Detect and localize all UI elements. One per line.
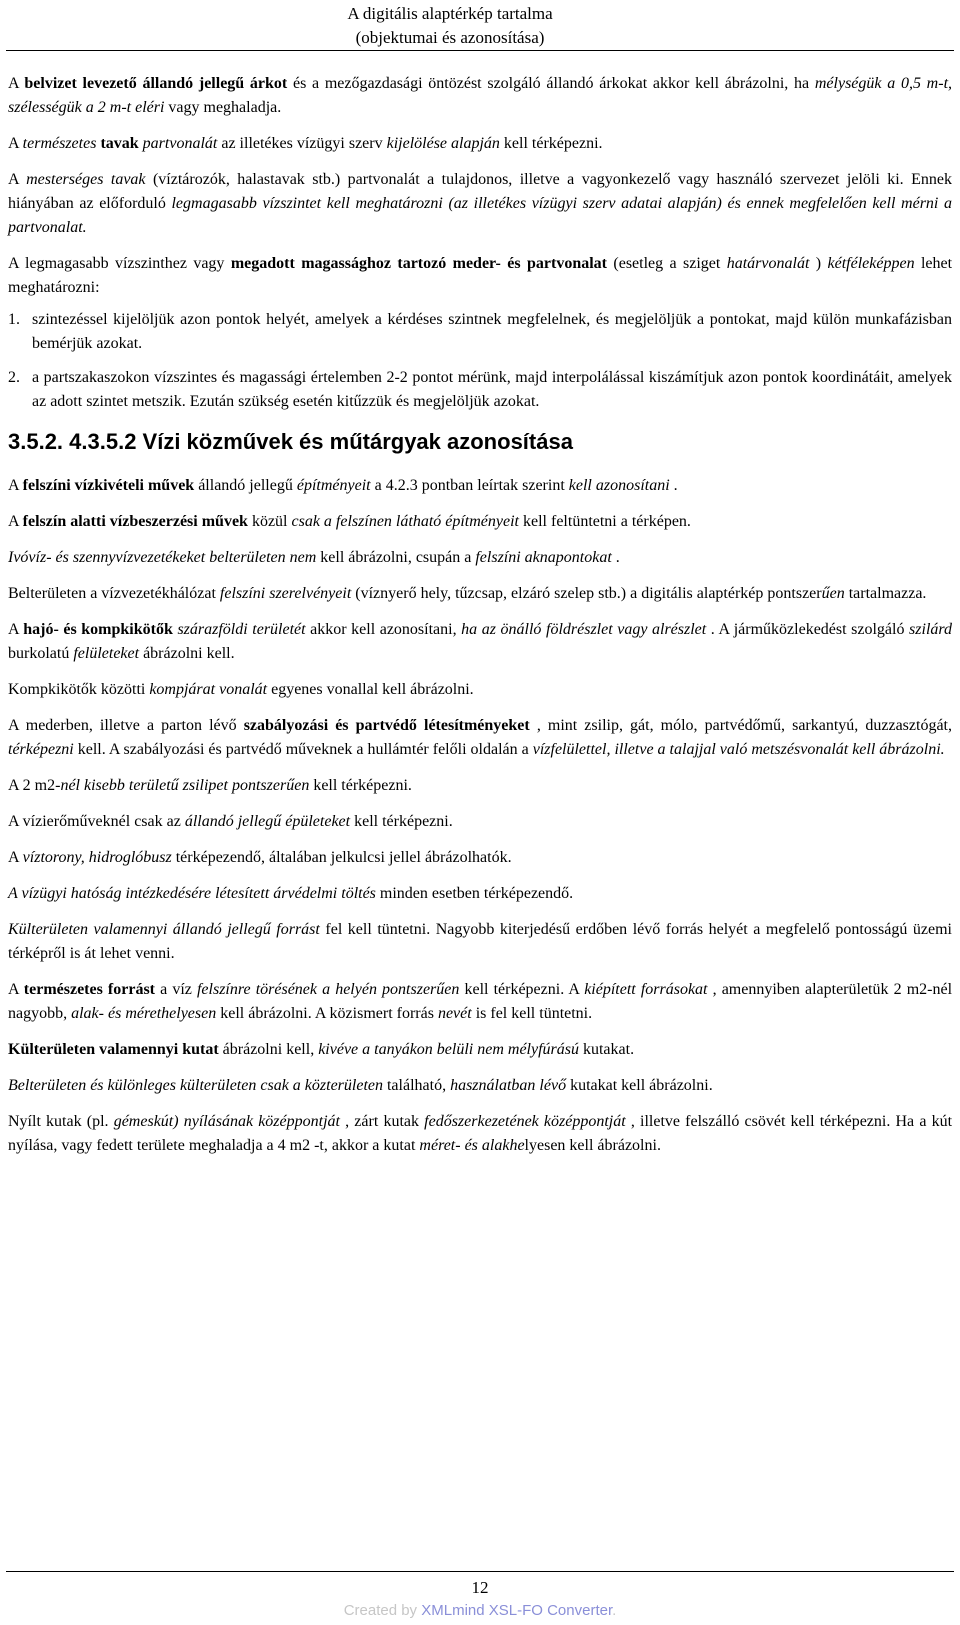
text-run: A (8, 981, 24, 998)
italic-run: Belterületen és különleges külterületen (8, 1077, 257, 1094)
text-run: kell. A szabályozási és partvédő műveknek a hullámtér felőli oldalán a (73, 741, 533, 758)
text-run: (víznyerő hely, tűzcsap, elzáró szelep stb.) a digitális alaptérkép pontszer (351, 585, 822, 602)
paragraph-felszin-alatti (8, 510, 952, 534)
bold-run: hajó- és kompkikötők (23, 621, 173, 638)
text-run: lyesen (524, 1137, 566, 1154)
paragraph-belvizet (8, 72, 952, 120)
italic-run: űen (821, 585, 845, 602)
paragraph-zsilip (8, 774, 952, 798)
italic-run: csak a felszínen látható építményeit (291, 513, 519, 530)
paragraph-viztorony (8, 846, 952, 870)
text-run: a 4.2.3 pontban leírtak szerint (370, 477, 569, 494)
paragraph-termeszetes-tavak (8, 132, 952, 156)
paragraph-legmagasabb-vizszint (8, 252, 952, 300)
bold-run: megadott magassághoz tartozó meder- és partvonalat (230, 255, 607, 272)
header-subtitle: (objektumai és azonosítása) (355, 28, 545, 47)
watermark-brand-link[interactable]: XMLmind XSL-FO Converter (421, 1602, 613, 1619)
italic-run: állandó jellegű épületeket (184, 813, 351, 830)
text-run: (víztározók, halastavak stb.) partvonalát a tulajdonos, illetve a vagyonkezelő vagy használó szervezet jelöli ki. Ennek hiányában az előforduló (8, 171, 952, 212)
italic-run: mesterséges tavak (26, 171, 146, 188)
paragraph-vizieromuvek (8, 810, 952, 834)
page-body (8, 72, 952, 1170)
text-run: A (8, 135, 23, 152)
bold-run: felszín alatti vízbeszerzési művek (22, 513, 248, 530)
text-run: kell ábrázolni. (565, 1137, 661, 1154)
text-run: , amennyiben alapterületük 2 m2-nél nagyobb, (8, 981, 953, 1022)
text-run: , illetve felszálló csövét kell térképezni. Ha a kút nyílása, vagy fedett területe meghaladja a 4 m2 -t, akkor a kutat (8, 1113, 953, 1154)
italic-run: szilárd (909, 621, 953, 638)
paragraph-ivoviz (8, 546, 952, 570)
header-title: A digitális alaptérkép tartalma (347, 4, 553, 23)
italic-run: kompjárat vonalát (149, 681, 268, 698)
italic-run: gémeskút) nyílásának középpontját (113, 1113, 340, 1130)
text-run: kell térképezni. (350, 813, 453, 830)
text-run: vagy meghaladja. (164, 99, 282, 116)
italic-run: csak a közterületen (260, 1077, 383, 1094)
text-run: A (8, 849, 23, 866)
italic-run: kell azonosítani (568, 477, 670, 494)
text-run: akkor kell azonosítani, (305, 621, 462, 638)
italic-run: határvonalát (726, 255, 810, 272)
text-run: egyenes vonallal kell ábrázolni. (267, 681, 474, 698)
paragraph-kulteruleti-forras (8, 918, 952, 966)
italic-run: legmagasabb vízszintet kell meghatározni (az illetékes vízügyi szerv adatai alapján) és ennek megfelelően kell mérni a partvonalat. (8, 195, 952, 236)
paragraph-vizvezetekhalozat (8, 582, 952, 606)
watermark-suffix: . (612, 1602, 617, 1619)
italic-run: kivéve a tanyákon belüli nem mélyfúrású (318, 1041, 579, 1058)
italic-run: víztorony, hidroglóbusz (22, 849, 172, 866)
text-run: és a mezőgazdasági öntözést szolgáló állandó árkokat akkor kell ábrázolni, ha (287, 75, 815, 92)
text-run: térképezendő, általában jelkulcsi jellel ábrázolhatók. (171, 849, 512, 866)
text-run: az illetékes vízügyi szerv (217, 135, 387, 152)
text-run: kell ábrázolni. A közismert forrás (216, 1005, 438, 1022)
italic-run: természetes (22, 135, 97, 152)
italic-run: Külterületen valamennyi (8, 921, 168, 938)
paragraph-kulteruleti-kutak (8, 1038, 952, 1062)
text-run: A legmagasabb vízszinthez vagy (8, 255, 231, 272)
text-run: tartalmazza. (844, 585, 927, 602)
italic-run: kétféleképpen (827, 255, 915, 272)
text-run: A vízierőműveknél csak az (8, 813, 185, 830)
text-run: is fel kell tüntetni. (471, 1005, 593, 1022)
italic-run: állandó jellegű forrást (172, 921, 320, 938)
section-heading: 3.5.2. 4.3.5.2 Vízi közművek és műtárgyak azonosítása (8, 429, 573, 454)
method-list (8, 308, 952, 414)
list-item (8, 308, 952, 356)
paragraph-termeszetes-forras (8, 978, 952, 1026)
text-run: kutakat. (578, 1041, 635, 1058)
paragraph-nyilt-kutak (8, 1110, 952, 1158)
paragraph-felszini-vizkiveteli (8, 474, 952, 498)
italic-run: vízfelülettel, illetve a talajjal való metszésvonalát kell ábrázolni. (532, 741, 945, 758)
text-run: . (611, 549, 620, 566)
text-run: ábrázolni kell. (139, 645, 235, 662)
text-run: burkolatú (8, 645, 74, 662)
text-run: kell ábrázolni, csupán a (316, 549, 476, 566)
text-run: állandó jellegű (194, 477, 297, 494)
italic-run: nél kisebb területű zsilipet (60, 777, 228, 794)
text-run: A (8, 75, 25, 92)
italic-run: fedőszerkezetének középpontját (424, 1113, 626, 1130)
italic-run: alak- és mérethelyesen (71, 1005, 217, 1022)
header-divider (6, 50, 954, 51)
text-run: A (8, 171, 27, 188)
italic-run: térképezni (8, 741, 74, 758)
paragraph-szabalyozasi (8, 714, 952, 762)
text-run: ábrázolni kell, (218, 1041, 319, 1058)
list-text: a partszakaszokon vízszintes és magassági értelemben 2-2 pontot mérünk, majd interpolálással kiszámítjuk azon pontok koordinátáit, amelyek az adott szintet metszik. Ezután szükség esetén kitűzzük és megjelöljük azokat. (32, 369, 952, 410)
text-run: Kompkikötők közötti (8, 681, 150, 698)
list-number: 1. (8, 311, 20, 328)
text-run: kell térképezni. (309, 777, 412, 794)
bold-run: belvizet levezető állandó jellegű árkot (24, 75, 288, 92)
italic-run: mélységük a 0,5 m-t, szélességük a 2 m-t eléri (8, 75, 953, 116)
italic-run: felületeket (73, 645, 140, 662)
list-text: szintezéssel kijelöljük azon pontok helyét, amelyek a kérdéses szintnek megfelelnek, és megjelöljük a pontokat, majd külön munkafázisban bemérjük azokat. (32, 311, 952, 352)
paragraph-kompjarat (8, 678, 952, 702)
italic-run: partvonalát (142, 135, 218, 152)
text-run: A (8, 513, 23, 530)
text-run: lehet meghatározni: (8, 255, 953, 296)
text-run: . A járműközlekedést szolgáló (706, 621, 910, 638)
italic-run: ha az önálló földrészlet vagy alrészlet (461, 621, 707, 638)
bold-run: természetes forrást (23, 981, 156, 998)
italic-run: nevét (437, 1005, 472, 1022)
text-run: fel kell tüntetni. Nagyobb kiterjedésű erdőben lévő forrás helyét a megfelelő pontosságú üzemi térképről is át lehet venni. (8, 921, 953, 962)
paragraph-mesterseges-tavak (8, 168, 952, 240)
italic-run: A vízügyi hatóság intézkedésére létesített árvédelmi töltés (8, 885, 376, 902)
italic-run: használatban lévő (450, 1077, 567, 1094)
italic-run: méret- és alakhe (419, 1137, 525, 1154)
italic-run: felszíni szerelvényeit (219, 585, 352, 602)
text-run: kell térképezni. (499, 135, 603, 152)
text-run: A (8, 621, 24, 638)
italic-run: építményeit (296, 477, 371, 494)
text-run: kutakat kell ábrázolni. (566, 1077, 713, 1094)
text-run: kell feltüntetni a térképen. (519, 513, 691, 530)
text-run: A mederben, illetve a parton lévő (8, 717, 244, 734)
text-run: A 2 m2- (8, 777, 61, 794)
italic-run: Ivóvíz- és szennyvízvezetékeket (8, 549, 206, 566)
text-run: található, (382, 1077, 451, 1094)
bold-run: Külterületen valamennyi kutat (8, 1041, 219, 1058)
running-header (300, 2, 600, 50)
italic-run: kijelölése alapján (386, 135, 500, 152)
paragraph-belteruleti-kutak (8, 1074, 952, 1098)
text-run: közül (247, 513, 292, 530)
paragraph-hajo-kompkikotok (8, 618, 952, 666)
italic-run: kiépített forrásokat (584, 981, 708, 998)
text-run: . (669, 477, 678, 494)
italic-run: pontszerűen (231, 777, 310, 794)
converter-watermark (0, 1602, 960, 1619)
text-run: A (8, 477, 23, 494)
text-run: , zárt kutak (339, 1113, 425, 1130)
italic-run: szárazföldi területét (177, 621, 306, 638)
list-item (8, 366, 952, 414)
italic-run: belterületen nem (209, 549, 317, 566)
text-run: minden esetben térképezendő. (375, 885, 574, 902)
page-number: 12 (471, 1578, 489, 1597)
text-run: , mint zsilip, gát, mólo, partvédőmű, sarkantyú, duzzasztógát, (529, 717, 953, 734)
list-number: 2. (8, 369, 20, 386)
text-run: (esetleg a sziget (607, 255, 727, 272)
text-run: a víz (155, 981, 197, 998)
italic-run: felszíni aknapontokat (475, 549, 612, 566)
bold-run: tavak (100, 135, 139, 152)
italic-run: felszínre törésének a helyén pontszerűen (196, 981, 460, 998)
bold-run: szabályozási és partvédő létesítményeket (243, 717, 530, 734)
paragraph-arvedelmi-toltes (8, 882, 952, 906)
watermark-prefix: Created by (343, 1602, 422, 1619)
footer-divider (6, 1571, 954, 1572)
text-run: ) (809, 255, 828, 272)
text-run: Belterületen a vízvezetékhálózat (8, 585, 220, 602)
bold-run: felszíni vízkivételi művek (22, 477, 195, 494)
text-run: kell térképezni. A (459, 981, 585, 998)
text-run: Nyílt kutak (pl. (8, 1113, 114, 1130)
